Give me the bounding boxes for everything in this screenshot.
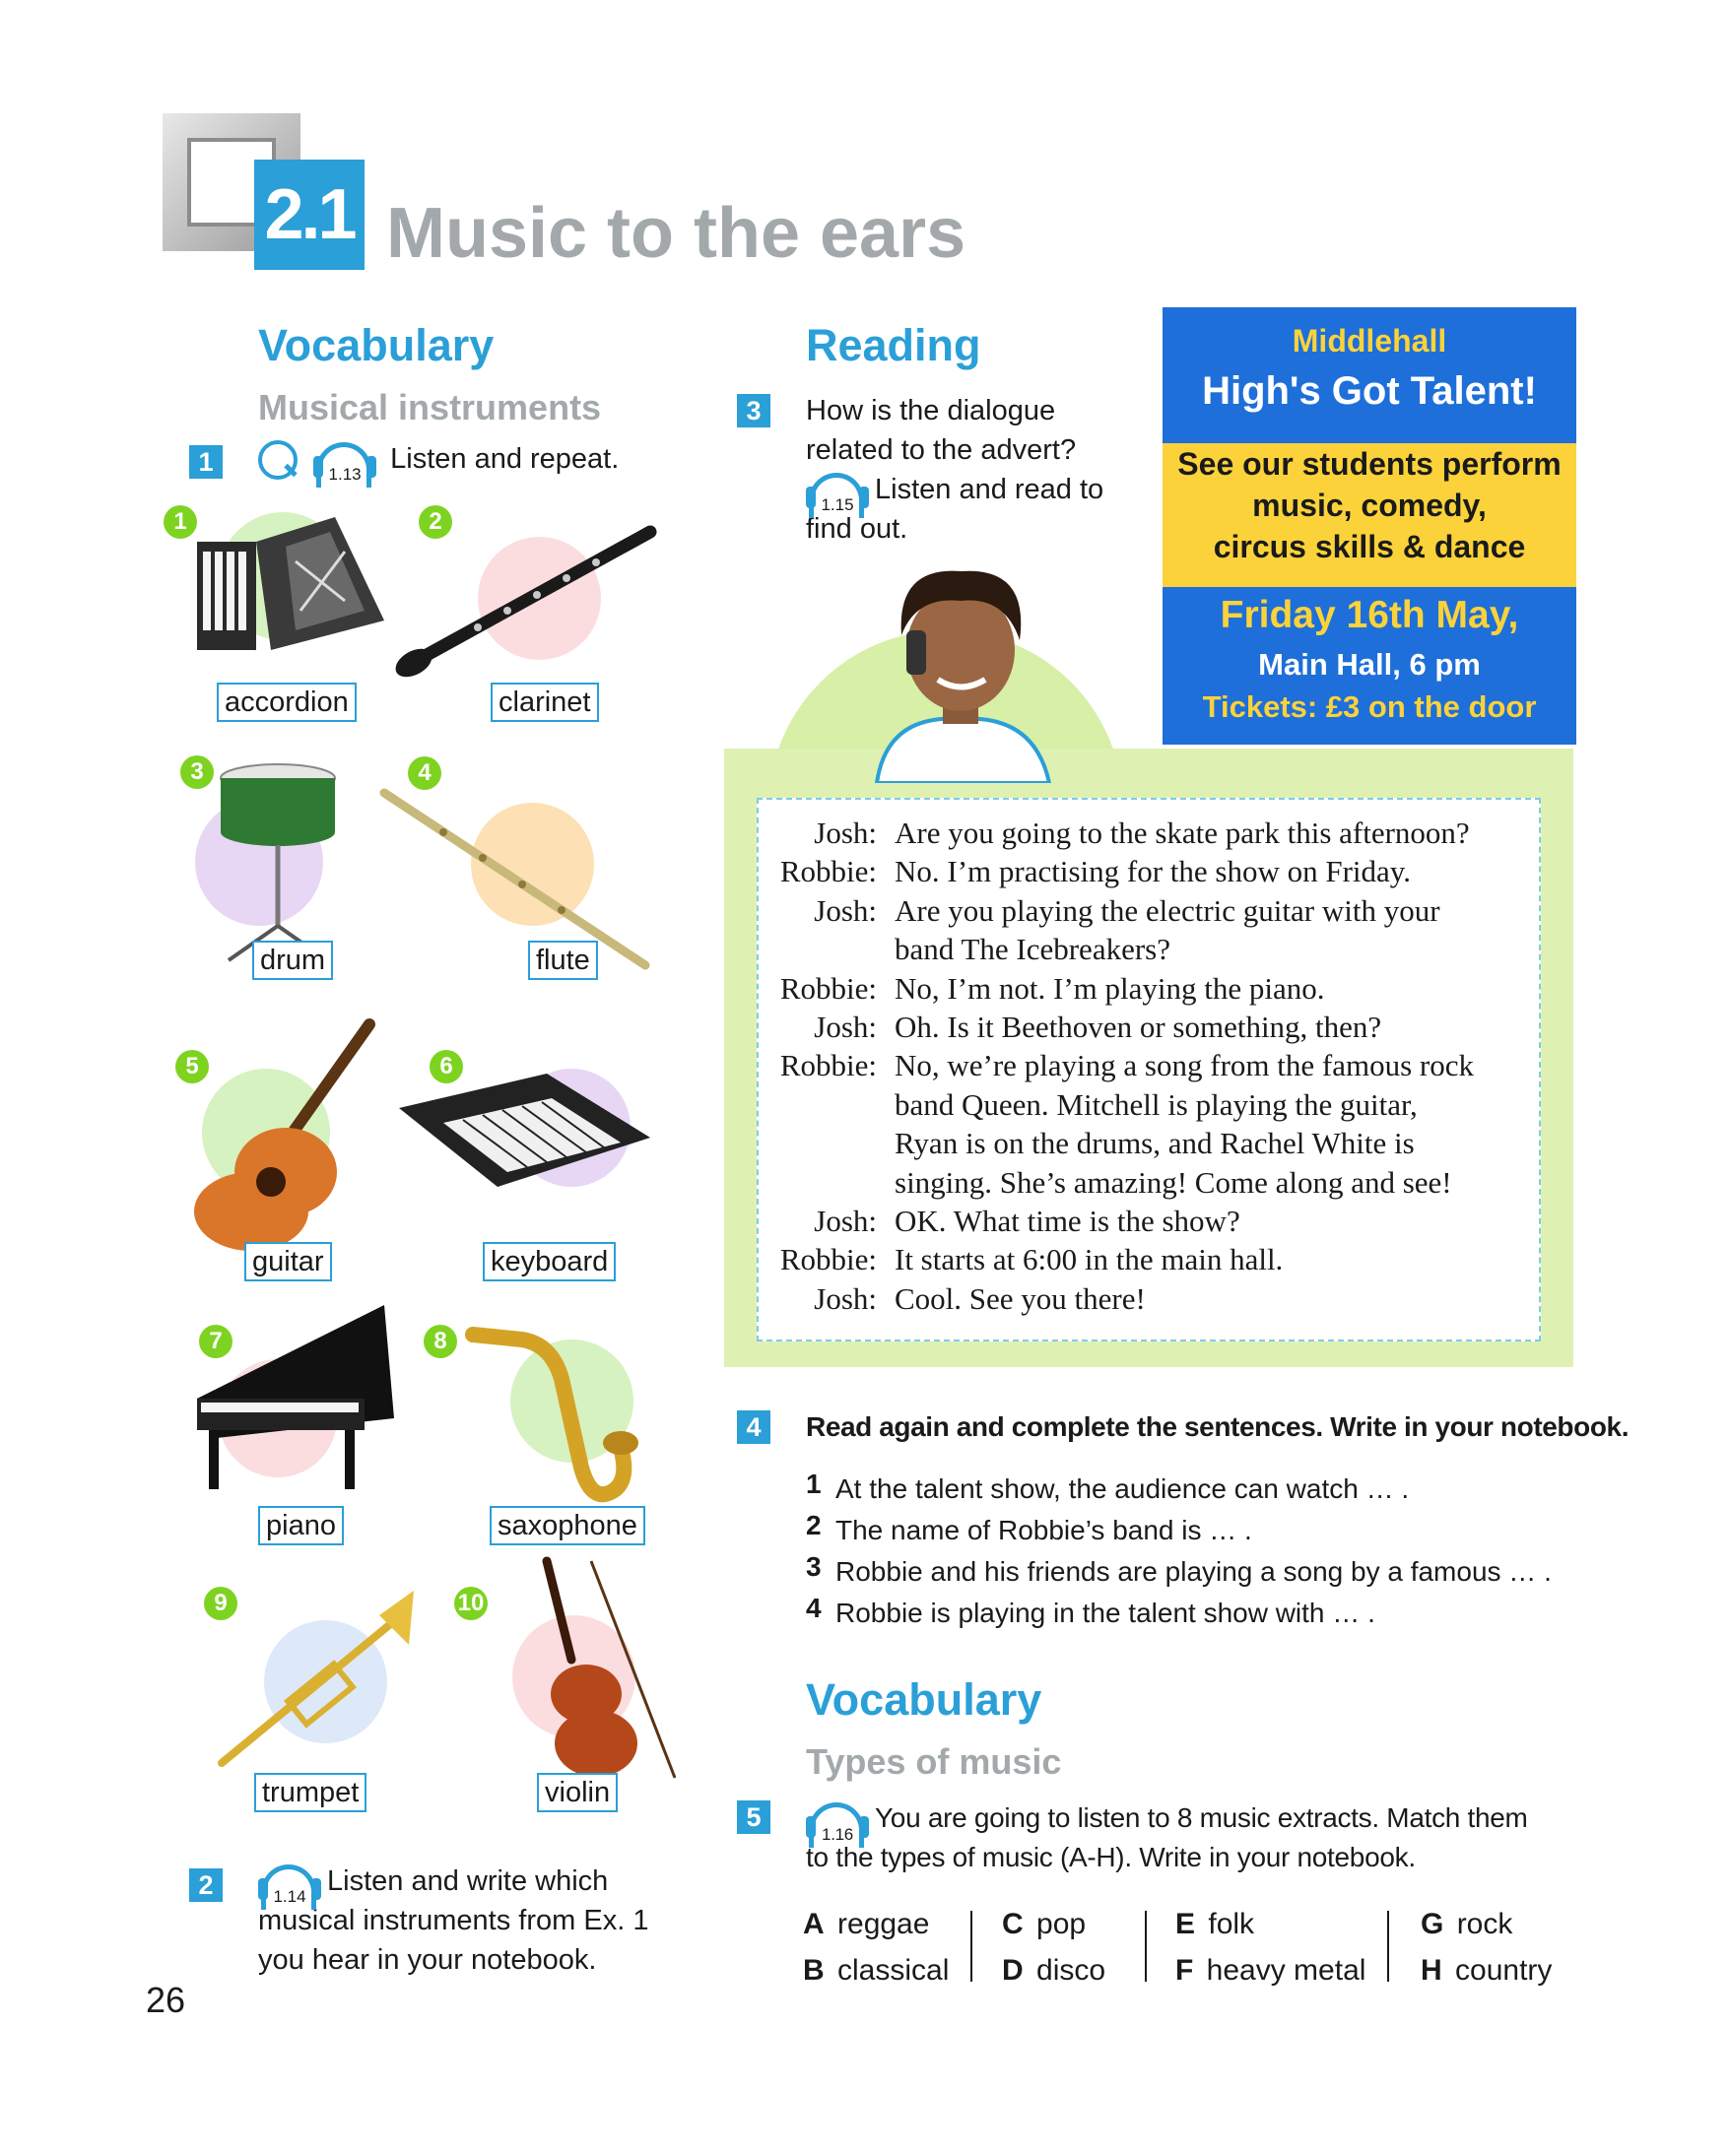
advert-school: Middlehall [1292,323,1447,359]
dialogue-speaker: Robbie: [779,1048,877,1083]
advert-line-1: See our students perform [1177,446,1562,482]
audio-track-icon[interactable]: 1.14 [258,1864,321,1900]
sentence-text: At the talent show, the audience can watch … . [835,1473,1410,1504]
saxophone-image [463,1320,650,1517]
flute-image [374,783,655,975]
dialogue-line [759,1085,1525,1124]
exercise-4-sentences [806,1469,1552,1634]
boy-on-phone-illustration [847,556,1074,783]
exercise-2-instruction: 1.14 Listen and write which musical instruments from Ex. 1 you hear in your notebook. [258,1865,649,1976]
instrument-number-10: 10 [454,1587,488,1620]
clarinet-image [389,522,665,680]
dialogue-speaker: Josh: [814,816,877,850]
audio-track-icon[interactable]: 1.15 [806,473,869,508]
instrument-number-1: 1 [164,505,197,539]
dialogue-speaker [759,1085,877,1124]
dialogue-text: No. I’m practising for the show on Friday. [895,854,1412,889]
type-letter: C [1002,1908,1024,1940]
dialogue-text: band The Icebreakers? [895,932,1170,967]
dialogue-line [759,1279,1525,1318]
music-types-col-1 [803,1904,949,1996]
advert-line-2: music, comedy, [1252,488,1487,523]
dialogue-text: Are you playing the electric guitar with your [895,892,1440,928]
advert-tickets: Tickets: £3 on the door [1202,689,1537,724]
instrument-number-4: 4 [408,756,441,790]
column-divider [970,1911,972,1982]
dialogue-line [759,930,1525,968]
dialogue-line [759,891,1525,930]
instrument-number-3: 3 [180,755,214,789]
dialogue-text: singing. She’s amazing! Come along and see! [895,1164,1452,1200]
instrument-label-guitar: guitar [244,1242,332,1281]
type-name: disco [1036,1954,1106,1987]
instrument-number-8: 8 [424,1325,457,1358]
guitar-image [192,1014,389,1251]
dialogue-line [759,1163,1525,1202]
magnifier-icon [258,440,298,480]
audio-track-icon[interactable]: 1.13 [313,442,376,478]
exercise-5-instruction: 1.16 You are going to listen to 8 music extracts. Match them to the types of music (A-H). Write in your notebook. [806,1802,1528,1872]
types-of-music-subheading: Types of music [806,1741,1062,1782]
dialogue-speaker: Josh: [814,892,877,928]
dialogue-speaker: Robbie: [779,1242,877,1277]
type-name: pop [1036,1908,1087,1940]
sentence-number: 3 [806,1551,822,1582]
dialogue-speaker [759,1163,877,1202]
vocabulary-heading: Vocabulary [258,320,495,370]
instrument-label-clarinet: clarinet [491,683,599,722]
advert-line-3: circus skills & dance [1213,529,1526,564]
unit-number: 2.1 [254,160,365,270]
type-name: classical [837,1954,950,1987]
dialogue-text: Oh. Is it Beethoven or something, then? [895,1010,1382,1045]
exercise-3-instruction: How is the dialogue related to the advert? 1.15 Listen and read to find out. [806,395,1104,545]
dialogue-text: No, we’re playing a song from the famous rock [895,1048,1474,1083]
type-name: heavy metal [1206,1954,1366,1987]
instrument-number-7: 7 [199,1325,233,1358]
type-name: folk [1208,1908,1255,1940]
instrument-label-drum: drum [252,941,333,980]
dialogue-text: OK. What time is the show? [895,1204,1240,1239]
instrument-label-piano: piano [258,1506,344,1545]
music-types-col-4 [1421,1904,1552,1996]
dialogue-text: It starts at 6:00 in the main hall. [895,1242,1284,1277]
dialogue-text: No, I’m not. I’m playing the piano. [895,970,1325,1006]
music-types-col-3 [1175,1904,1365,1996]
instrument-label-accordion: accordion [217,683,357,722]
dialogue-speaker: Robbie: [779,970,877,1006]
dialogue-speaker [759,1124,877,1162]
advert-show-title: High's Got Talent! [1202,369,1537,413]
column-divider [1387,1911,1389,1982]
type-name: reggae [837,1908,930,1940]
dialogue-text: Ryan is on the drums, and Rachel White is [895,1126,1415,1161]
type-letter: H [1421,1954,1442,1987]
dialogue-line [759,1124,1525,1162]
instrument-label-violin: violin [537,1773,618,1812]
type-name: rock [1456,1908,1513,1940]
advert-date: Friday 16th May, [1220,594,1519,636]
column-divider [1145,1911,1147,1982]
dialogue-lines [759,814,1525,1318]
type-letter: E [1175,1908,1196,1940]
exercise-1-number: 1 [189,445,223,479]
musical-instruments-subheading: Musical instruments [258,387,602,427]
sentence-text: Robbie and his friends are playing a song by a famous … . [835,1556,1552,1587]
dialogue-line [759,852,1525,890]
dialogue-speaker: Josh: [814,1204,877,1239]
accordion-image [187,502,394,680]
dialogue-line [759,1008,1525,1046]
instrument-number-9: 9 [204,1587,237,1620]
instrument-label-flute: flute [528,941,598,980]
music-types-col-2 [1002,1904,1105,1996]
instrument-label-saxophone: saxophone [490,1506,645,1545]
dialogue-speaker: Josh: [814,1280,877,1316]
sentence-number: 4 [806,1593,822,1623]
type-letter: G [1421,1908,1444,1940]
exercise-5-number: 5 [737,1800,770,1834]
type-letter: B [803,1954,825,1987]
sentence-number: 2 [806,1510,822,1540]
violin-image [502,1551,690,1788]
sentence-text: Robbie is playing in the talent show with … . [835,1598,1375,1628]
type-letter: A [803,1908,825,1940]
audio-track-icon[interactable]: 1.16 [806,1802,869,1838]
sentence-text: The name of Robbie’s band is … . [835,1515,1252,1545]
exercise-2-number: 2 [189,1868,223,1902]
type-name: country [1455,1954,1553,1987]
keyboard-image [389,1069,655,1197]
sentence-number: 1 [806,1469,822,1499]
type-letter: D [1002,1954,1024,1987]
instrument-label-keyboard: keyboard [483,1242,616,1281]
dialogue-speaker [759,930,877,968]
dialogue-line [759,814,1525,852]
page-title: Music to the ears [386,194,966,273]
advert-venue: Main Hall, 6 pm [1258,647,1481,682]
dialogue-line [759,1202,1525,1240]
trumpet-image [212,1586,419,1773]
dialogue-line [759,1240,1525,1278]
dialogue-line [759,1046,1525,1084]
dialogue-text: Cool. See you there! [895,1280,1146,1316]
dialogue-line [759,969,1525,1008]
exercise-1-instruction: 1.13 Listen and repeat. [258,439,619,480]
exercise-4-instruction: Read again and complete the sentences. Write in your notebook. [806,1411,1630,1442]
instrument-number-2: 2 [419,505,452,539]
exercise-4-number: 4 [737,1410,770,1444]
reading-heading: Reading [806,320,981,370]
dialogue-speaker: Robbie: [779,854,877,889]
dialogue-box [757,798,1541,1341]
dialogue-speaker: Josh: [814,1010,877,1045]
vocabulary-heading-2: Vocabulary [806,1674,1042,1725]
instrument-number-6: 6 [430,1050,463,1083]
page-number: 26 [146,1980,186,2020]
dialogue-text: Are you going to the skate park this afternoon? [895,816,1470,850]
exercise-3-number: 3 [737,394,770,427]
instrument-label-trumpet: trumpet [254,1773,366,1812]
type-letter: F [1175,1954,1194,1987]
instrument-number-5: 5 [175,1050,209,1083]
dialogue-text: band Queen. Mitchell is playing the guitar, [895,1086,1418,1122]
